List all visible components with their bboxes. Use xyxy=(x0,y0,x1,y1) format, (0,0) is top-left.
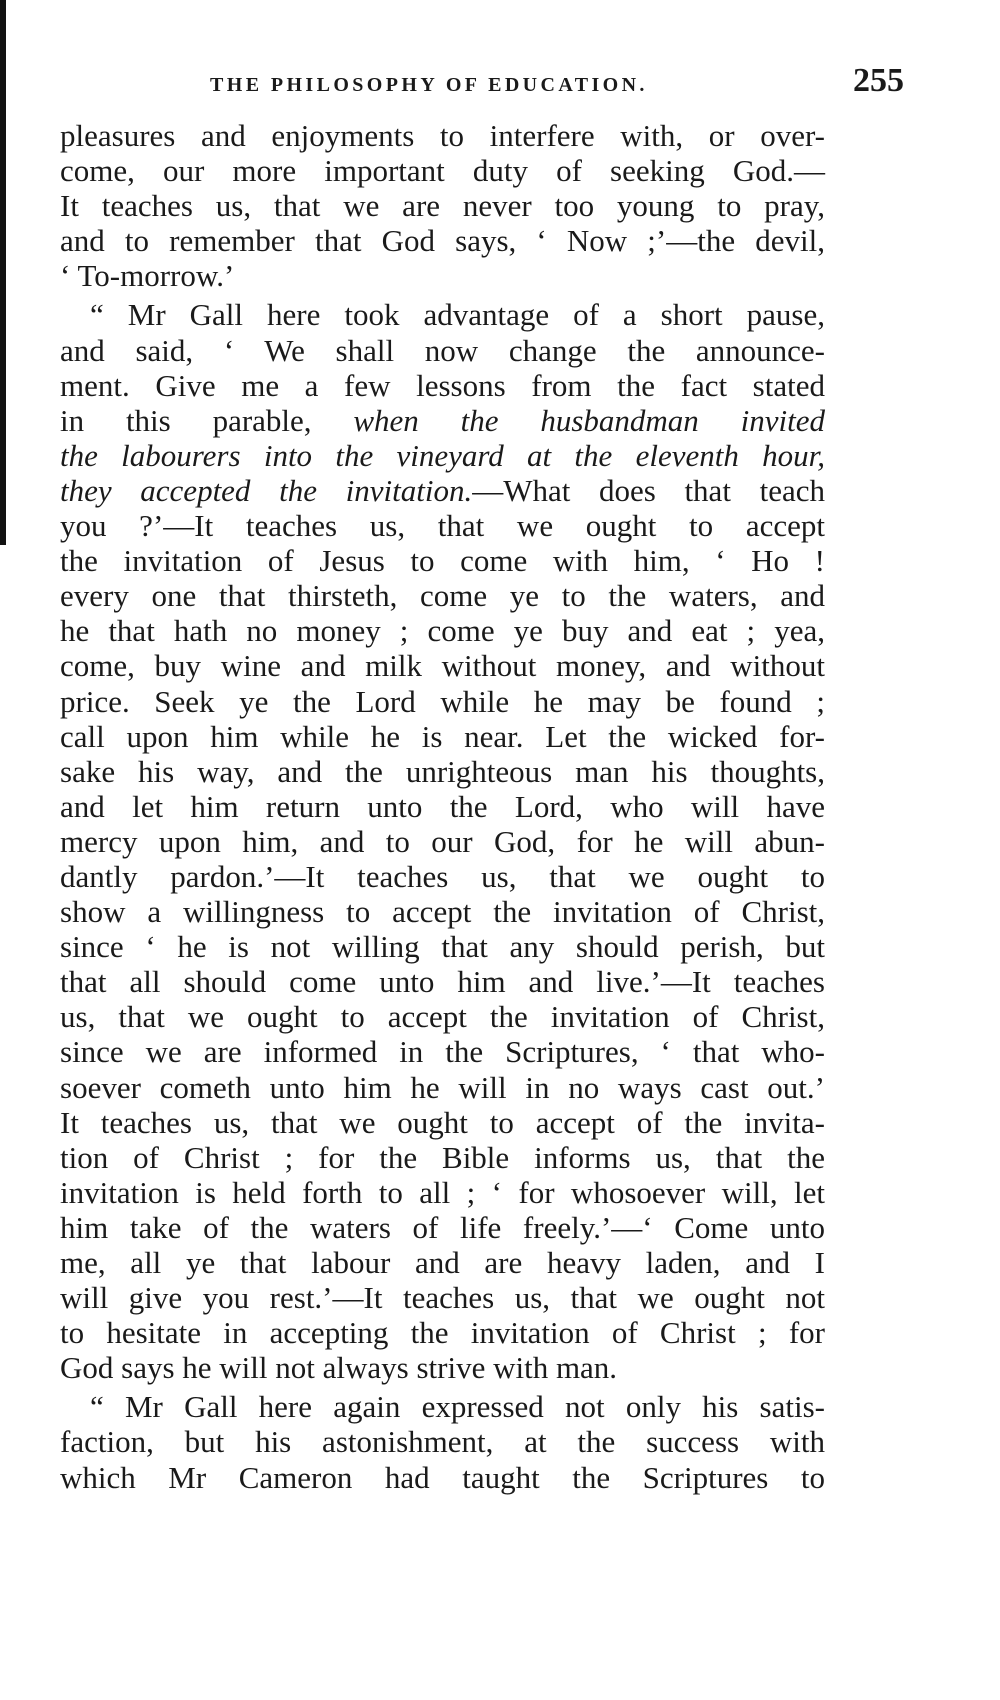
text-line: since we are informed in the Scriptures, ‘ that who- xyxy=(60,1034,825,1070)
running-title: THE PHILOSOPHY OF EDUCATION. xyxy=(210,74,648,96)
text-line: him take of the waters of life freely.’—‘ Come unto xyxy=(60,1209,825,1245)
text-line: he that hath no money ; come ye buy and eat ; yea, xyxy=(60,613,825,649)
text-line: mercy upon him, and to our God, for he will abun- xyxy=(60,823,825,859)
text-line: the labourers into the vineyard at the eleventh hour, xyxy=(60,437,825,473)
text-line: price. Seek ye the Lord while he may be found ; xyxy=(60,683,825,719)
text-line: come, our more important duty of seeking God.— xyxy=(60,153,825,189)
body-text xyxy=(60,118,825,1495)
text-line: pleasures and enjoyments to interfere with, or over- xyxy=(60,118,825,153)
running-head xyxy=(60,62,910,102)
text-line: ment. Give me a few lessons from the fact stated xyxy=(60,367,825,403)
text-segment: in this parable, xyxy=(60,402,354,438)
text-line: the invitation of Jesus to come with him, ‘ Ho ! xyxy=(60,543,825,579)
text-line: every one that thirsteth, come ye to the waters, and xyxy=(60,578,825,614)
text-line: and said, ‘ We shall now change the announce- xyxy=(60,332,825,368)
page-binding-edge xyxy=(0,0,6,545)
text-line: to hesitate in accepting the invitation of Christ ; for xyxy=(60,1315,825,1351)
text-line: God says he will not always strive with man. xyxy=(60,1350,618,1386)
text-line: and let him return unto the Lord, who will have xyxy=(60,788,825,824)
text-line: call upon him while he is near. Let the wicked for- xyxy=(60,718,825,754)
italic-phrase: they accepted the invitation. xyxy=(60,472,473,508)
text-line: faction, but his astonishment, at the success with xyxy=(60,1424,825,1460)
text-line: and to remember that God says, ‘ Now ;’—the devil, xyxy=(60,223,825,259)
text-line: “ Mr Gall here again expressed not only his satis- xyxy=(90,1389,825,1425)
text-line: It teaches us, that we are never too young to pray, xyxy=(60,188,825,224)
text-line: that all should come unto him and live.’—It teaches xyxy=(60,964,825,1000)
text-line: invitation is held forth to all ; ‘ for whosoever will, let xyxy=(60,1174,825,1210)
text-line: ‘ To-morrow.’ xyxy=(60,258,235,294)
italic-phrase: when the husbandman invited xyxy=(353,402,825,438)
text-line: dantly pardon.’—It teaches us, that we ought to xyxy=(60,858,825,894)
text-line: me, all ye that labour and are heavy laden, and I xyxy=(60,1245,825,1280)
page-number: 255 xyxy=(853,62,904,99)
text-line xyxy=(60,473,825,508)
text-segment: —What does that teach xyxy=(472,472,825,508)
text-line: us, that we ought to accept the invitation of Christ, xyxy=(60,999,825,1035)
text-line: sake his way, and the unrighteous man his thoughts, xyxy=(60,753,825,789)
text-line: which Mr Cameron had taught the Scriptures to xyxy=(60,1459,825,1495)
text-line: tion of Christ ; for the Bible informs us, that the xyxy=(60,1139,825,1175)
text-line: you ?’—It teaches us, that we ought to accept xyxy=(60,508,825,544)
text-line xyxy=(60,403,825,438)
text-line: since ‘ he is not willing that any should perish, but xyxy=(60,929,825,965)
text-line: will give you rest.’—It teaches us, that we ought not xyxy=(60,1280,825,1316)
text-line: soever cometh unto him he will in no ways cast out.’ xyxy=(60,1069,825,1105)
text-line: show a willingness to accept the invitation of Christ, xyxy=(60,894,825,930)
text-line: come, buy wine and milk without money, and without xyxy=(60,648,825,684)
text-line: “ Mr Gall here took advantage of a short pause, xyxy=(90,297,825,333)
text-line: It teaches us, that we ought to accept of the invita- xyxy=(60,1104,825,1140)
